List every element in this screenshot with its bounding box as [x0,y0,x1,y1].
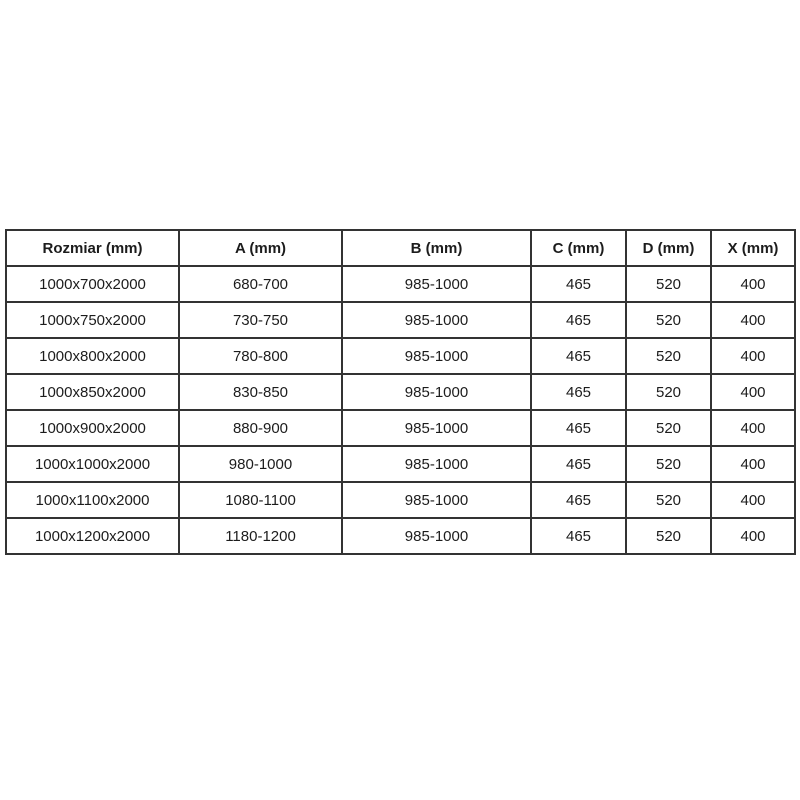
table-cell: 680-700 [179,266,342,302]
header-cell-c: C (mm) [531,230,626,266]
table-cell: 400 [711,482,795,518]
table-row [6,410,795,446]
table-cell: 520 [626,374,711,410]
table-cell: 985-1000 [342,518,531,554]
table-cell: 985-1000 [342,482,531,518]
table-cell: 465 [531,446,626,482]
table-cell: 520 [626,410,711,446]
table-cell: 465 [531,302,626,338]
table-cell: 985-1000 [342,410,531,446]
table-row [6,302,795,338]
table-cell: 520 [626,266,711,302]
table-cell: 465 [531,338,626,374]
table-cell: 1000x1000x2000 [6,446,179,482]
table-cell: 465 [531,482,626,518]
table-cell: 465 [531,374,626,410]
table-cell: 520 [626,446,711,482]
table-cell: 465 [531,410,626,446]
table-cell: 985-1000 [342,374,531,410]
table-cell: 1000x750x2000 [6,302,179,338]
table-cell: 1000x1100x2000 [6,482,179,518]
table-row [6,266,795,302]
table-cell: 1000x700x2000 [6,266,179,302]
table-cell: 400 [711,338,795,374]
table-cell: 520 [626,482,711,518]
table-cell: 465 [531,266,626,302]
table-cell: 880-900 [179,410,342,446]
table-cell: 465 [531,518,626,554]
table-cell: 985-1000 [342,266,531,302]
table-cell: 520 [626,302,711,338]
dimensions-table [5,229,796,555]
table-cell: 520 [626,518,711,554]
header-cell-x: X (mm) [711,230,795,266]
header-cell-d: D (mm) [626,230,711,266]
table-cell: 985-1000 [342,446,531,482]
header-cell-rozmiar: Rozmiar (mm) [6,230,179,266]
table-cell: 730-750 [179,302,342,338]
table-cell: 400 [711,410,795,446]
table-row [6,518,795,554]
table-cell: 400 [711,266,795,302]
table-cell: 780-800 [179,338,342,374]
table-cell: 400 [711,302,795,338]
table-cell: 985-1000 [342,302,531,338]
table-header-row [6,230,795,266]
table-cell: 830-850 [179,374,342,410]
dimensions-table-container [5,229,794,555]
table-cell: 985-1000 [342,338,531,374]
table-cell: 1000x1200x2000 [6,518,179,554]
table-cell: 400 [711,446,795,482]
table-cell: 1000x900x2000 [6,410,179,446]
table-cell: 980-1000 [179,446,342,482]
table-cell: 1000x800x2000 [6,338,179,374]
table-cell: 1180-1200 [179,518,342,554]
table-cell: 400 [711,374,795,410]
header-cell-b: B (mm) [342,230,531,266]
table-cell: 520 [626,338,711,374]
table-row [6,482,795,518]
table-row [6,338,795,374]
table-cell: 400 [711,518,795,554]
table-cell: 1000x850x2000 [6,374,179,410]
table-row [6,446,795,482]
table-row [6,374,795,410]
header-cell-a: A (mm) [179,230,342,266]
table-cell: 1080-1100 [179,482,342,518]
